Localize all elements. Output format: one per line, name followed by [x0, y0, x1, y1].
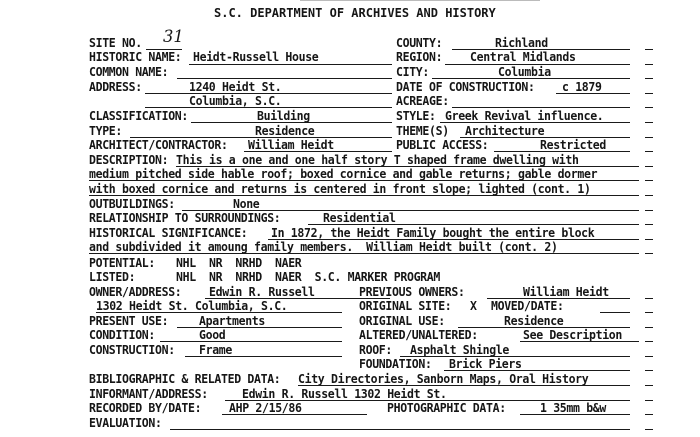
type-value: Residence [255, 124, 315, 138]
photographic-label: PHOTOGRAPHIC DATA: [387, 401, 506, 415]
description-line-1: This is a one and one half story T shaped frame dwelling with [176, 153, 579, 167]
historical-significance-label: HISTORICAL SIGNIFICANCE: [89, 226, 248, 240]
bibliographic-value: City Directories, Sanborn Maps, Oral History [298, 372, 589, 386]
site-no-value: 31 [163, 27, 184, 47]
description-line-3: with boxed cornice and returns is centered in front slope; lighted (cont. 1) [89, 182, 591, 196]
architect-label: ARCHITECT/CONTRACTOR: [89, 138, 228, 152]
altered-value: See Description [523, 328, 622, 342]
previous-owners-label: PREVIOUS OWNERS: [359, 285, 465, 299]
listed-label: LISTED: [89, 270, 136, 284]
description-label: DESCRIPTION: [89, 153, 169, 167]
construction-label: CONSTRUCTION: [89, 343, 175, 357]
informant-label: INFORMANT/ADDRESS: [89, 387, 208, 401]
date-construction-value: c 1879 [562, 80, 602, 94]
relationship-value: Residential [323, 211, 396, 225]
historic-name-value: Heidt-Russell House [193, 50, 319, 64]
style-label: STYLE: [396, 109, 436, 123]
date-construction-label: DATE OF CONSTRUCTION: [396, 80, 535, 94]
common-name-label: COMMON NAME: [89, 65, 169, 79]
original-site-value: X [470, 299, 477, 313]
original-use-value: Residence [504, 314, 564, 328]
region-label: REGION: [396, 50, 443, 64]
construction-value: Frame [199, 343, 232, 357]
classification-label: CLASSIFICATION: [89, 109, 188, 123]
theme-label: THEME(S) [396, 124, 449, 138]
public-access-value: Restricted [540, 138, 606, 152]
county-label: COUNTY: [396, 36, 443, 50]
bibliographic-label: BIBLIOGRAPHIC & RELATED DATA: [89, 372, 281, 386]
original-use-label: ORIGINAL USE: [359, 314, 445, 328]
type-label: TYPE: [89, 124, 122, 138]
recorded-by-value: AHP 2/15/86 [229, 401, 302, 415]
foundation-label: FOUNDATION: [359, 357, 432, 371]
historical-significance-line-2: and subdivided it amoung family members. William Heidt built (cont. 2) [89, 240, 558, 254]
address-line-1: 1240 Heidt St. [189, 80, 282, 94]
potential-label: POTENTIAL: [89, 256, 155, 270]
potential-value: NHL NR NRHD NAER [176, 256, 302, 270]
recorded-by-label: RECORDED BY/DATE: [89, 401, 202, 415]
address-label: ADDRESS: [89, 80, 142, 94]
present-use-label: PRESENT USE: [89, 314, 169, 328]
owner-label: OWNER/ADDRESS: [89, 285, 182, 299]
page-edge [300, 0, 540, 4]
photographic-value: 1 35mm b&w [540, 401, 606, 415]
outbuildings-value: None [233, 197, 260, 211]
county-value: Richland [495, 36, 548, 50]
city-value: Columbia [498, 65, 551, 79]
theme-value: Architecture [465, 124, 545, 138]
acreage-label: ACREAGE: [396, 94, 449, 108]
evaluation-label: EVALUATION: [89, 416, 162, 430]
roof-value: Asphalt Shingle [410, 343, 509, 357]
foundation-value: Brick Piers [449, 357, 522, 371]
informant-value: Edwin R. Russell 1302 Heidt St. [242, 387, 447, 401]
altered-label: ALTERED/UNALTERED: [359, 328, 478, 342]
address-line-2: Columbia, S.C. [189, 94, 282, 108]
owner-value-2: 1302 Heidt St. Columbia, S.C. [96, 299, 288, 313]
classification-value: Building [257, 109, 310, 123]
description-line-2: medium pitched side hable roof; boxed cornice and gable returns; gable dormer [89, 167, 598, 181]
condition-value: Good [199, 328, 226, 342]
present-use-value: Apartments [199, 314, 265, 328]
roof-label: ROOF: [359, 343, 392, 357]
outbuildings-label: OUTBUILDINGS: [89, 197, 175, 211]
relationship-label: RELATIONSHIP TO SURROUNDINGS: [89, 211, 281, 225]
historical-significance-line-1: In 1872, the Heidt Family bought the entire block [271, 226, 595, 240]
style-value: Greek Revival influence. [445, 109, 604, 123]
form-header: S.C. DEPARTMENT OF ARCHIVES AND HISTORY [214, 5, 496, 20]
original-site-label: ORIGINAL SITE: [359, 299, 452, 313]
owner-value-1: Edwin R. Russell [209, 285, 315, 299]
region-value: Central Midlands [470, 50, 576, 64]
historic-name-label: HISTORIC NAME: [89, 50, 182, 64]
public-access-label: PUBLIC ACCESS: [396, 138, 489, 152]
previous-owners-value: William Heidt [523, 285, 609, 299]
city-label: CITY: [396, 65, 429, 79]
architect-value: William Heidt [248, 138, 334, 152]
site-no-label: SITE NO. [89, 36, 142, 50]
listed-value: NHL NR NRHD NAER S.C. MARKER PROGRAM [176, 270, 440, 284]
condition-label: CONDITION: [89, 328, 155, 342]
moved-date-label: MOVED/DATE: [491, 299, 564, 313]
